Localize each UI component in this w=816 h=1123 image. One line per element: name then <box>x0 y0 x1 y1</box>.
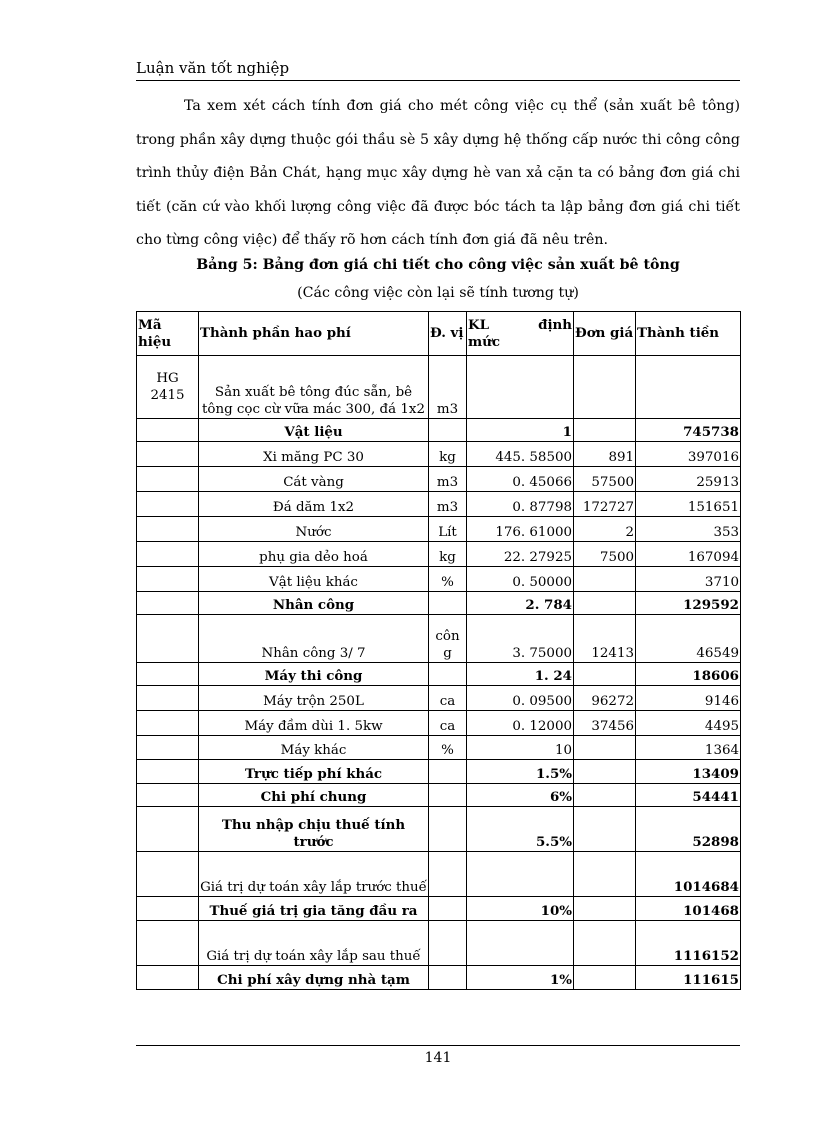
row-norm <box>467 921 574 966</box>
row-amount: 13409 <box>636 760 741 784</box>
row-norm: 0. 87798 <box>467 492 574 517</box>
row-component: Vật liệu khác <box>199 567 429 592</box>
row-code <box>137 966 199 990</box>
row-amount: 3710 <box>636 567 741 592</box>
table-row <box>137 419 741 442</box>
row-price <box>574 807 636 852</box>
row-component: Máy đầm dùi 1. 5kw <box>199 711 429 736</box>
row-code <box>137 760 199 784</box>
item-amount <box>636 356 741 419</box>
row-component: Máy trộn 250L <box>199 686 429 711</box>
row-price <box>574 567 636 592</box>
row-unit: kg <box>429 442 467 467</box>
item-row <box>137 356 741 419</box>
row-component: Nhân công <box>199 592 429 615</box>
row-unit: ca <box>429 686 467 711</box>
footer-rule <box>136 1045 740 1046</box>
header-norm-left: KL <box>468 316 490 333</box>
item-unit: m3 <box>429 356 467 419</box>
table-row <box>137 686 741 711</box>
row-price <box>574 592 636 615</box>
table-row <box>137 921 741 966</box>
row-norm: 6% <box>467 784 574 807</box>
table-row <box>137 517 741 542</box>
row-component: Cát vàng <box>199 467 429 492</box>
row-unit <box>429 807 467 852</box>
row-component: Nhân công 3/ 7 <box>199 615 429 663</box>
row-amount: 1116152 <box>636 921 741 966</box>
row-unit: Lít <box>429 517 467 542</box>
row-norm: 0. 12000 <box>467 711 574 736</box>
header-norm-right: định <box>538 316 572 333</box>
row-norm: 22. 27925 <box>467 542 574 567</box>
row-amount: 52898 <box>636 807 741 852</box>
row-amount: 397016 <box>636 442 741 467</box>
running-header: Luận văn tốt nghiệp <box>136 59 290 77</box>
row-unit <box>429 921 467 966</box>
row-code <box>137 517 199 542</box>
row-price <box>574 921 636 966</box>
row-component: Xi măng PC 30 <box>199 442 429 467</box>
row-component: Chi phí xây dựng nhà tạm <box>199 966 429 990</box>
header-amount: Thành tiền <box>636 312 741 356</box>
body-paragraph <box>136 90 740 258</box>
row-price <box>574 663 636 686</box>
table-row <box>137 807 741 852</box>
row-component: Máy khác <box>199 736 429 760</box>
page-number: 141 <box>424 1050 452 1066</box>
row-norm: 0. 50000 <box>467 567 574 592</box>
row-unit: m3 <box>429 467 467 492</box>
row-price: 891 <box>574 442 636 467</box>
table-row <box>137 492 741 517</box>
row-norm: 176. 61000 <box>467 517 574 542</box>
row-price <box>574 784 636 807</box>
row-norm: 2. 784 <box>467 592 574 615</box>
table-row <box>137 760 741 784</box>
row-unit <box>429 592 467 615</box>
row-unit: % <box>429 736 467 760</box>
row-norm: 0. 45066 <box>467 467 574 492</box>
row-component: Vật liệu <box>199 419 429 442</box>
row-price <box>574 966 636 990</box>
row-unit: côn g <box>429 615 467 663</box>
table-row <box>137 897 741 921</box>
row-code <box>137 736 199 760</box>
row-component: Thu nhập chịu thuế tính trước <box>199 807 429 852</box>
row-price: 2 <box>574 517 636 542</box>
row-amount: 167094 <box>636 542 741 567</box>
paragraph-text: Ta xem xét cách tính đơn giá cho mét công việc cụ thể (sản xuất bê tông) trong phần xây dựng thuộc gói thầu sè 5 xây dựng hệ thống cấp nước thi công công trình thủy điện Bản Chát, hạng mục xây dựng hè van xả cặn ta có bảng đơn giá chi tiết (căn cứ vào khối lượng công việc đã được bóc tách ta lập bảng đơn giá chi tiết cho từng công việc) để thấy rõ hơn cách tính đơn giá đã nêu trên. <box>136 98 740 249</box>
table-row <box>137 966 741 990</box>
row-component: Máy thi công <box>199 663 429 686</box>
row-unit: m3 <box>429 492 467 517</box>
table-row <box>137 467 741 492</box>
row-norm: 10% <box>467 897 574 921</box>
row-amount: 101468 <box>636 897 741 921</box>
table-caption: Bảng 5: Bảng đơn giá chi tiết cho công việc sản xuất bê tông <box>196 257 680 273</box>
row-code <box>137 442 199 467</box>
table-row <box>137 567 741 592</box>
row-code <box>137 663 199 686</box>
row-component: Trực tiếp phí khác <box>199 760 429 784</box>
row-component: Giá trị dự toán xây lắp trước thuế <box>199 852 429 897</box>
row-code <box>137 492 199 517</box>
table-row <box>137 542 741 567</box>
row-amount: 54441 <box>636 784 741 807</box>
row-component: Thuế giá trị gia tăng đầu ra <box>199 897 429 921</box>
row-component: Giá trị dự toán xây lắp sau thuế <box>199 921 429 966</box>
row-norm: 3. 75000 <box>467 615 574 663</box>
table-row <box>137 784 741 807</box>
row-unit <box>429 852 467 897</box>
table-row <box>137 711 741 736</box>
header-norm-bottom: mức <box>468 333 501 350</box>
table-subcaption: (Các công việc còn lại sẽ tính tương tự) <box>297 285 579 301</box>
row-amount: 18606 <box>636 663 741 686</box>
row-unit <box>429 663 467 686</box>
row-norm: 0. 09500 <box>467 686 574 711</box>
row-norm <box>467 852 574 897</box>
row-amount: 1014684 <box>636 852 741 897</box>
row-norm: 1.5% <box>467 760 574 784</box>
table-row <box>137 663 741 686</box>
header-norm <box>467 312 574 356</box>
row-code <box>137 567 199 592</box>
unit-price-table <box>136 311 741 990</box>
row-code <box>137 592 199 615</box>
row-price <box>574 852 636 897</box>
row-code <box>137 711 199 736</box>
row-unit <box>429 966 467 990</box>
row-code <box>137 921 199 966</box>
header-unit: Đ. vị <box>429 312 467 356</box>
table-row <box>137 442 741 467</box>
row-code <box>137 784 199 807</box>
row-amount: 111615 <box>636 966 741 990</box>
row-code <box>137 807 199 852</box>
row-price <box>574 760 636 784</box>
table-row <box>137 852 741 897</box>
item-code: HG 2415 <box>137 356 199 419</box>
row-amount: 353 <box>636 517 741 542</box>
row-price <box>574 897 636 921</box>
row-norm: 445. 58500 <box>467 442 574 467</box>
row-code <box>137 419 199 442</box>
row-price: 37456 <box>574 711 636 736</box>
row-code <box>137 542 199 567</box>
row-unit <box>429 784 467 807</box>
row-price: 7500 <box>574 542 636 567</box>
row-unit: % <box>429 567 467 592</box>
item-norm <box>467 356 574 419</box>
row-amount: 1364 <box>636 736 741 760</box>
row-unit: kg <box>429 542 467 567</box>
table-row <box>137 615 741 663</box>
table-row <box>137 592 741 615</box>
row-price: 172727 <box>574 492 636 517</box>
header-price: Đơn giá <box>574 312 636 356</box>
row-amount: 129592 <box>636 592 741 615</box>
row-component: phụ gia dẻo hoá <box>199 542 429 567</box>
item-description: Sản xuất bê tông đúc sẵn, bê tông cọc cừ vữa mác 300, đá 1x2 <box>199 356 429 419</box>
row-norm: 1% <box>467 966 574 990</box>
header-rule <box>136 80 740 81</box>
row-amount: 4495 <box>636 711 741 736</box>
table-header-row <box>137 312 741 356</box>
row-code <box>137 615 199 663</box>
row-amount: 9146 <box>636 686 741 711</box>
header-component: Thành phần hao phí <box>199 312 429 356</box>
row-amount: 151651 <box>636 492 741 517</box>
row-code <box>137 852 199 897</box>
row-norm: 1 <box>467 419 574 442</box>
row-price: 57500 <box>574 467 636 492</box>
row-amount: 25913 <box>636 467 741 492</box>
header-code: Mã hiệu <box>137 312 199 356</box>
row-unit: ca <box>429 711 467 736</box>
row-unit <box>429 897 467 921</box>
row-amount: 46549 <box>636 615 741 663</box>
row-price: 96272 <box>574 686 636 711</box>
row-code <box>137 686 199 711</box>
row-code <box>137 897 199 921</box>
row-component: Đá dăm 1x2 <box>199 492 429 517</box>
item-price <box>574 356 636 419</box>
row-amount: 745738 <box>636 419 741 442</box>
row-component: Chi phí chung <box>199 784 429 807</box>
row-price <box>574 736 636 760</box>
row-unit <box>429 419 467 442</box>
row-norm: 5.5% <box>467 807 574 852</box>
row-price <box>574 419 636 442</box>
table-row <box>137 736 741 760</box>
row-norm: 10 <box>467 736 574 760</box>
row-unit <box>429 760 467 784</box>
row-price: 12413 <box>574 615 636 663</box>
row-norm: 1. 24 <box>467 663 574 686</box>
row-component: Nước <box>199 517 429 542</box>
row-code <box>137 467 199 492</box>
